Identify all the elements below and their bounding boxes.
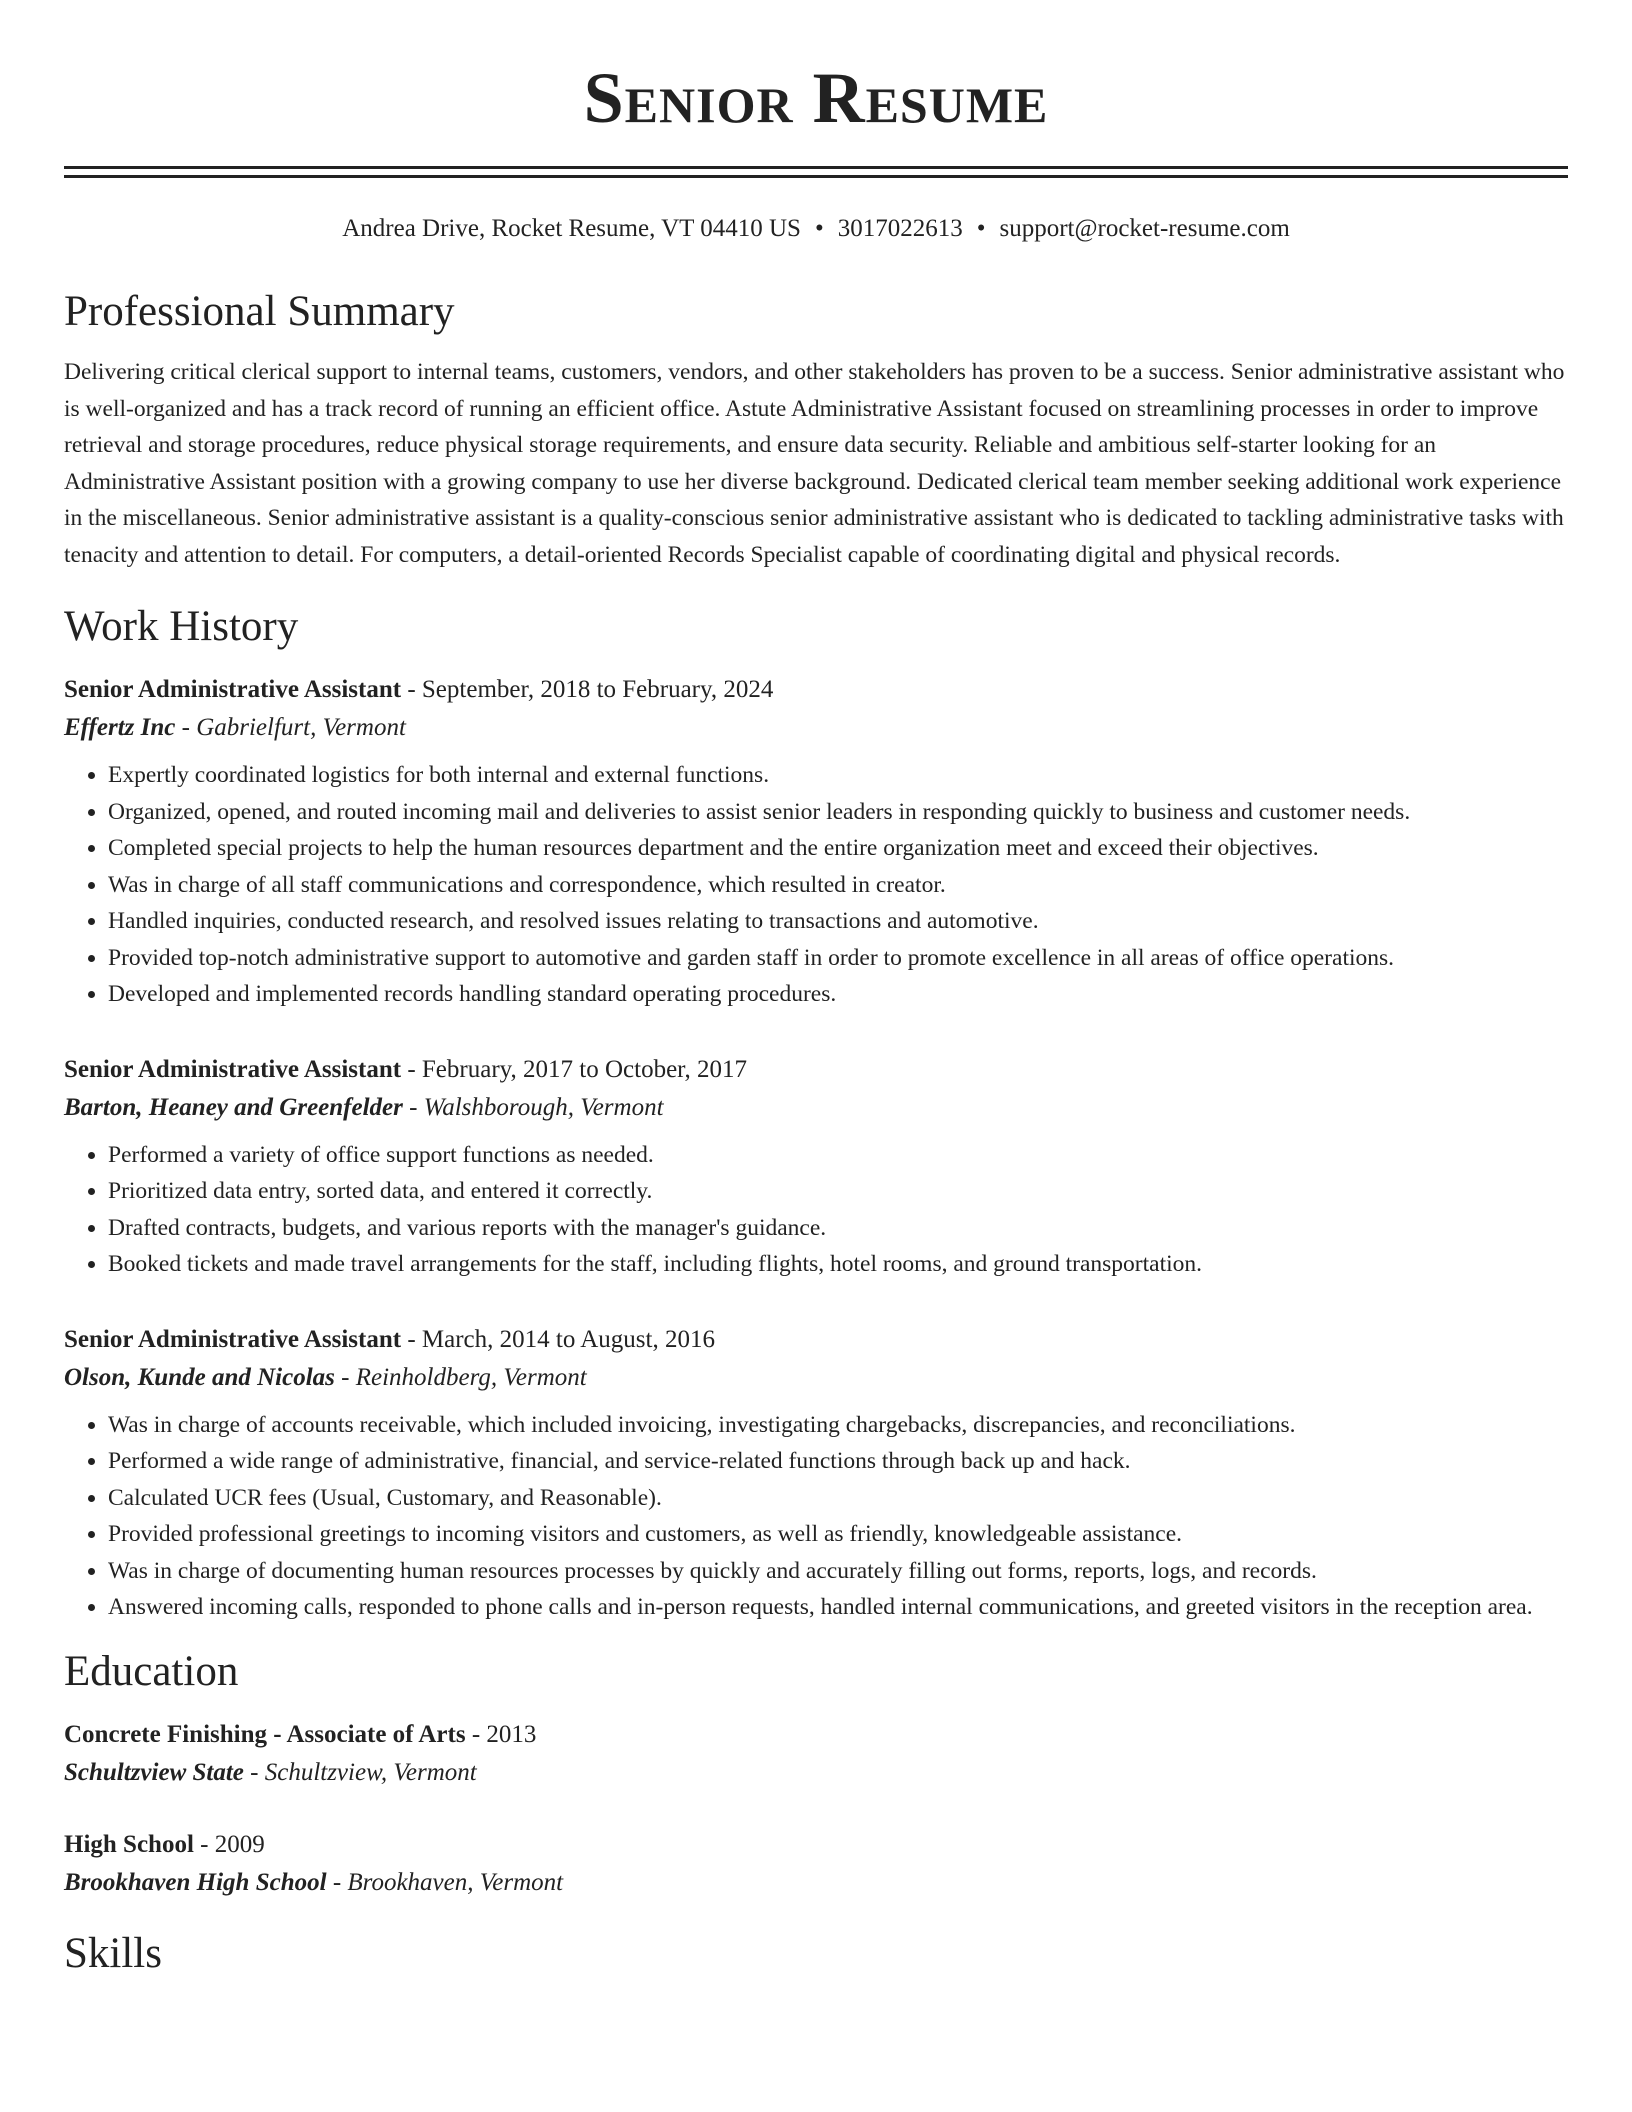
degree-year: 2009 xyxy=(214,1830,265,1858)
list-item: • Answered incoming calls, responded to phone calls and in-person requests, handled internal communications, and greeted visitors in the reception area. xyxy=(108,1589,1568,1626)
job-title: Senior Administrative Assistant xyxy=(64,1325,402,1353)
school-location: Brookhaven, Vermont xyxy=(347,1868,564,1896)
title-divider xyxy=(64,166,1568,169)
job-entry xyxy=(64,671,1568,1013)
school-name: Schultzview State xyxy=(64,1758,244,1786)
job-bullets xyxy=(64,757,1568,1013)
summary-text: Delivering critical clerical support to internal teams, customers, vendors, and other stakeholders has proven to be a success. Senior administrative assistant who is well-organized and has a track record of running an efficient office. Astute Administrative Assistant focused on streamlining processes in order to improve retrieval and storage procedures, reduce physical storage requirements, and ensure data security. Reliable and ambitious self-starter looking for an Administrative Assistant position with a growing company to use her diverse background. Dedicated clerical team member seeking additional work experience in the miscellaneous. Senior administrative assistant is a quality-conscious senior administrative assistant who is dedicated to tackling administrative tasks with tenacity and attention to detail. For computers, a detail-oriented Records Specialist capable of coordinating digital and physical records. xyxy=(64,359,1565,568)
list-item: • Was in charge of accounts receivable, which included invoicing, investigating chargebacks, discrepancies, and reconciliations. xyxy=(108,1407,1568,1444)
degree-line xyxy=(64,1716,1568,1754)
contact-email: support@rocket-resume.com xyxy=(999,215,1290,242)
contact-separator: • xyxy=(814,215,824,242)
summary-heading: Professional Summary xyxy=(64,288,455,335)
school-dash: - xyxy=(326,1868,348,1896)
degree-dash: - xyxy=(193,1830,215,1858)
job-dash: - xyxy=(401,1055,422,1083)
list-item: • Prioritized data entry, sorted data, and entered it correctly. xyxy=(108,1173,1568,1210)
list-item: • Developed and implemented records handling standard operating procedures. xyxy=(108,976,1568,1013)
list-item: • Completed special projects to help the human resources department and the entire organization meet and exceed their objectives. xyxy=(108,830,1568,867)
degree-line xyxy=(64,1826,1568,1864)
school-location: Schultzview, Vermont xyxy=(264,1758,477,1786)
title-divider xyxy=(64,175,1568,178)
work-history-heading: Work History xyxy=(64,603,299,650)
company-line xyxy=(64,1359,1568,1397)
list-item: • Booked tickets and made travel arrangements for the staff, including flights, hotel rooms, and ground transportation. xyxy=(108,1246,1568,1283)
job-dates: March, 2014 to August, 2016 xyxy=(421,1325,715,1353)
contact-phone: 3017022613 xyxy=(837,215,963,242)
job-title-line xyxy=(64,1051,1568,1089)
list-item: • Drafted contracts, budgets, and various reports with the manager's guidance. xyxy=(108,1210,1568,1247)
skills-heading: Skills xyxy=(64,1929,162,1977)
company-dash: - xyxy=(175,714,197,741)
contact-line xyxy=(64,214,1568,244)
job-bullets xyxy=(64,1407,1568,1626)
degree-name: Concrete Finishing - Associate of Arts xyxy=(64,1720,466,1748)
list-item: • Provided top-notch administrative support to automotive and garden staff in order to promote excellence in all areas of office operations. xyxy=(108,940,1568,977)
job-title: Senior Administrative Assistant xyxy=(64,676,402,703)
education-entry xyxy=(64,1716,1568,1792)
company-name: Effertz Inc xyxy=(64,714,176,741)
job-dash: - xyxy=(401,1325,422,1353)
contact-address: Andrea Drive, Rocket Resume, VT 04410 US xyxy=(342,215,801,242)
school-line xyxy=(64,1754,1568,1792)
job-title-line xyxy=(64,1321,1568,1359)
job-dates: February, 2017 to October, 2017 xyxy=(421,1055,747,1083)
job-bullets xyxy=(64,1137,1568,1283)
company-dash: - xyxy=(334,1363,356,1391)
company-dash: - xyxy=(402,1093,424,1121)
company-location: Walshborough, Vermont xyxy=(423,1093,664,1121)
job-title-line xyxy=(64,671,1568,709)
list-item: • Was in charge of all staff communications and correspondence, which resulted in creator. xyxy=(108,867,1568,904)
company-line xyxy=(64,1089,1568,1127)
list-item: • Performed a variety of office support functions as needed. xyxy=(108,1137,1568,1174)
company-location: Gabrielfurt, Vermont xyxy=(196,714,406,741)
job-title: Senior Administrative Assistant xyxy=(64,1055,402,1083)
list-item: • Performed a wide range of administrative, financial, and service-related functions through back up and hack. xyxy=(108,1443,1568,1480)
school-line xyxy=(64,1864,1568,1902)
list-item: • Was in charge of documenting human resources processes by quickly and accurately filling out forms, reports, logs, and records. xyxy=(108,1553,1568,1590)
list-item: • Organized, opened, and routed incoming mail and deliveries to assist senior leaders in responding quickly to business and customer needs. xyxy=(108,794,1568,831)
job-dash: - xyxy=(401,676,422,703)
job-entry xyxy=(64,1051,1568,1283)
list-item: • Handled inquiries, conducted research, and resolved issues relating to transactions and automotive. xyxy=(108,903,1568,940)
list-item: • Calculated UCR fees (Usual, Customary, and Reasonable). xyxy=(108,1480,1568,1517)
job-entry xyxy=(64,1321,1568,1626)
degree-year: 2013 xyxy=(486,1720,537,1748)
list-item: • Expertly coordinated logistics for both internal and external functions. xyxy=(108,757,1568,794)
company-name: Barton, Heaney and Greenfelder xyxy=(64,1093,403,1121)
company-line xyxy=(64,709,1568,747)
school-name: Brookhaven High School xyxy=(64,1868,327,1896)
company-name: Olson, Kunde and Nicolas xyxy=(64,1363,335,1391)
school-dash: - xyxy=(243,1758,265,1786)
degree-name: High School xyxy=(64,1830,194,1858)
degree-dash: - xyxy=(465,1720,487,1748)
job-dates: September, 2018 to February, 2024 xyxy=(421,676,774,703)
company-location: Reinholdberg, Vermont xyxy=(355,1363,587,1391)
contact-separator: • xyxy=(976,215,986,242)
resume-title: Senior Resume xyxy=(583,58,1049,138)
list-item: • Provided professional greetings to incoming visitors and customers, as well as friendly, knowledgeable assistance. xyxy=(108,1516,1568,1553)
education-heading: Education xyxy=(64,1647,239,1695)
education-entry xyxy=(64,1826,1568,1902)
